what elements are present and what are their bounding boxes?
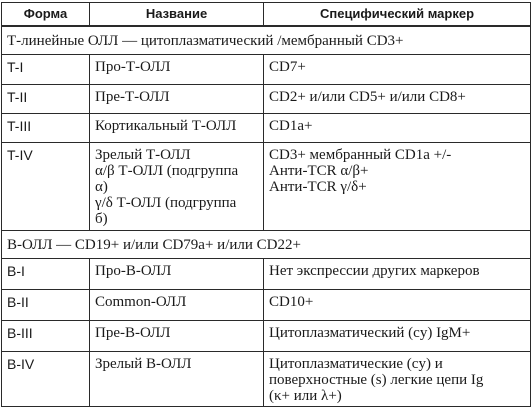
leukemia-classification-table — [1, 2, 531, 407]
table-row — [2, 259, 531, 290]
t-lineage-section-label: Т-линейные ОЛЛ — цитоплазматический /мембранный CD3+ — [2, 26, 531, 55]
marker-line: Анти-TCR α/β+ — [269, 163, 369, 179]
marker-line: Цитоплазматические (cy) и — [269, 356, 443, 372]
name-cell: Зрелый В-ОЛЛ — [90, 352, 264, 407]
name-cell: Common-ОЛЛ — [90, 290, 264, 321]
header-form: Форма — [2, 3, 90, 27]
name-line: Зрелый Т-ОЛЛ — [95, 147, 191, 163]
header-marker: Специфический маркер — [264, 3, 531, 27]
header-name: Название — [90, 3, 264, 27]
name-cell: Про-В-ОЛЛ — [90, 259, 264, 290]
name-line: б) — [95, 211, 108, 227]
name-cell: Пре-Т-ОЛЛ — [90, 85, 264, 114]
marker-line: поверхностные (s) легкие цепи Ig — [269, 372, 484, 388]
marker-cell: CD7+ — [264, 55, 531, 85]
marker-line: CD3+ мембранный CD1a +/- — [269, 147, 452, 163]
name-line: α/β Т-ОЛЛ (подгруппа — [95, 163, 239, 179]
table-row — [2, 114, 531, 143]
table-row — [2, 290, 531, 321]
name-line: α) — [95, 179, 108, 195]
table-row — [2, 352, 531, 407]
name-cell: Про-Т-ОЛЛ — [90, 55, 264, 85]
b-lineage-section-label: В-ОЛЛ — CD19+ и/или CD79a+ и/или CD22+ — [2, 231, 531, 259]
header-row — [2, 3, 531, 27]
form-cell: T-III — [2, 114, 90, 143]
name-cell: Кортикальный Т-ОЛЛ — [90, 114, 264, 143]
form-cell: B-I — [2, 259, 90, 290]
marker-cell: Цитоплазматический (cy) IgM+ — [264, 321, 531, 352]
form-cell: B-IV — [2, 352, 90, 407]
table-row — [2, 55, 531, 85]
name-cell: Пре-В-ОЛЛ — [90, 321, 264, 352]
name-line: γ/δ Т-ОЛЛ (подгруппа — [95, 195, 237, 211]
marker-line: Анти-TCR γ/δ+ — [269, 179, 367, 195]
marker-cell — [264, 143, 531, 231]
form-cell: T-I — [2, 55, 90, 85]
table-row — [2, 85, 531, 114]
table-row — [2, 143, 531, 231]
form-cell: B-II — [2, 290, 90, 321]
marker-line: (κ+ или λ+) — [269, 388, 342, 404]
marker-cell: Нет экспрессии других маркеров — [264, 259, 531, 290]
form-cell: B-III — [2, 321, 90, 352]
marker-cell — [264, 352, 531, 407]
t-lineage-section-row — [2, 26, 531, 55]
marker-cell: CD10+ — [264, 290, 531, 321]
form-cell: T-II — [2, 85, 90, 114]
table-row — [2, 321, 531, 352]
marker-cell: CD2+ и/или CD5+ и/или CD8+ — [264, 85, 531, 114]
form-cell: T-IV — [2, 143, 90, 231]
b-lineage-section-row — [2, 231, 531, 259]
marker-cell: CD1a+ — [264, 114, 531, 143]
name-cell — [90, 143, 264, 231]
